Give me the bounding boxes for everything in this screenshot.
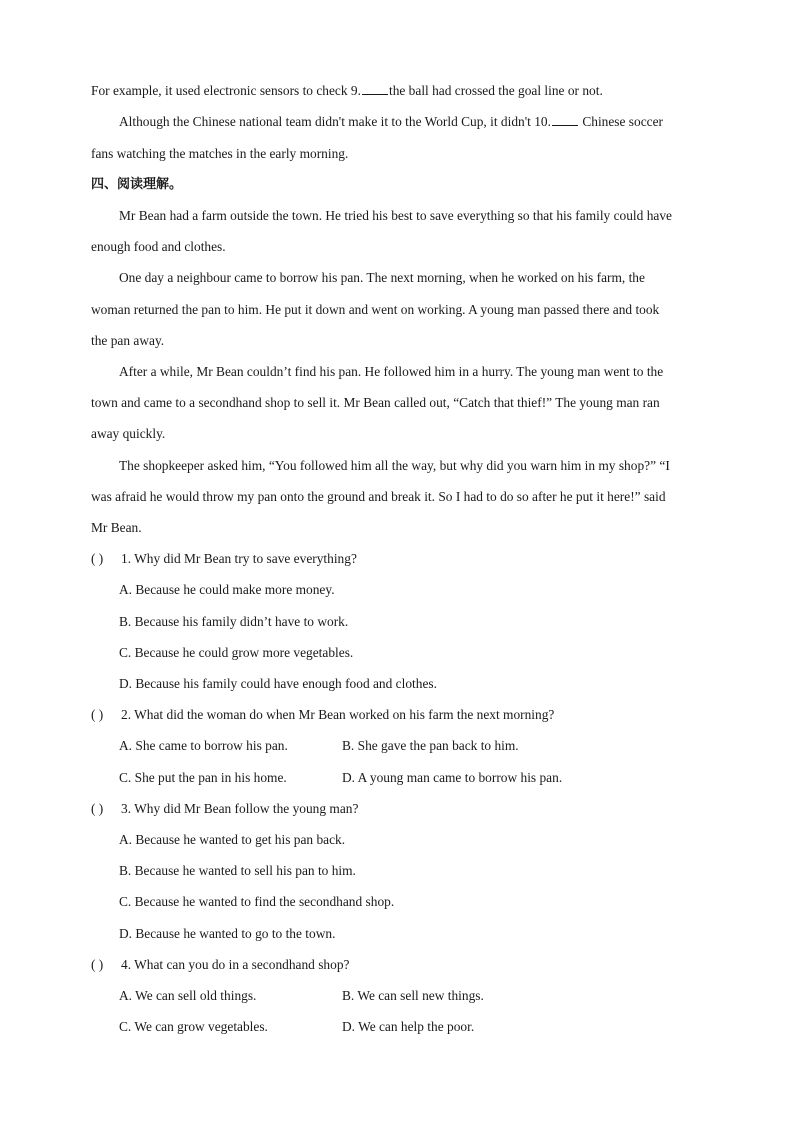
passage-line: away quickly.	[91, 426, 166, 441]
option-b: B. We can sell new things.	[342, 988, 484, 1003]
section-heading: 四、阅读理解。	[91, 177, 183, 192]
option-d: D. A young man came to borrow his pan.	[342, 770, 563, 785]
question-2	[91, 706, 554, 724]
passage-line: town and came to a secondhand shop to sell it. Mr Bean called out, “Catch that thief!” The young man ran	[91, 395, 660, 410]
cloze-text: Chinese soccer	[582, 114, 663, 129]
cloze-text: Although the Chinese national team didn't make it to the World Cup, it didn't 10.	[119, 114, 551, 129]
option-a: A. We can sell old things.	[119, 988, 257, 1003]
passage-line: enough food and clothes.	[91, 239, 226, 254]
passage-line: woman returned the pan to him. He put it down and went on working. A young man passed there and took	[91, 302, 660, 317]
question-1	[91, 550, 357, 568]
option-c: C. Because he wanted to find the secondhand shop.	[119, 894, 395, 909]
answer-parenthesis[interactable]: ( )	[91, 551, 104, 566]
cloze-text: fans watching the matches in the early morning.	[91, 146, 349, 161]
answer-blank-9[interactable]	[362, 82, 388, 95]
passage-line: The shopkeeper asked him, “You followed him all the way, but why did you warn him in my shop?” “I	[119, 458, 670, 473]
cloze-text: the ball had crossed the goal line or not.	[388, 83, 603, 98]
question-stem: 1. Why did Mr Bean try to save everything?	[121, 551, 357, 566]
option-c: C. She put the pan in his home.	[119, 770, 287, 785]
question-stem: 2. What did the woman do when Mr Bean worked on his farm the next morning?	[121, 707, 555, 722]
passage-line: One day a neighbour came to borrow his pan. The next morning, when he worked on his farm, the	[119, 270, 645, 285]
option-c: C. We can grow vegetables.	[119, 1019, 268, 1034]
option-d: D. Because he wanted to go to the town.	[119, 926, 336, 941]
cloze-line-10	[119, 113, 663, 131]
answer-parenthesis[interactable]: ( )	[91, 957, 104, 972]
option-a: A. She came to borrow his pan.	[119, 738, 288, 753]
option-a: A. Because he could make more money.	[119, 582, 335, 597]
passage-line: Mr Bean had a farm outside the town. He tried his best to save everything so that his family could have	[119, 208, 672, 223]
cloze-line-9	[91, 82, 603, 100]
passage-line: the pan away.	[91, 333, 165, 348]
passage-line: After a while, Mr Bean couldn’t find his pan. He followed him in a hurry. The young man went to the	[119, 364, 664, 379]
question-stem: 3. Why did Mr Bean follow the young man?	[121, 801, 359, 816]
passage-line: Mr Bean.	[91, 520, 142, 535]
option-b: B. She gave the pan back to him.	[342, 738, 519, 753]
question-4	[91, 956, 349, 974]
question-stem: 4. What can you do in a secondhand shop?	[121, 957, 350, 972]
question-3	[91, 800, 358, 818]
cloze-text: For example, it used electronic sensors to check 9.	[91, 83, 361, 98]
option-c: C. Because he could grow more vegetables.	[119, 645, 354, 660]
option-b: B. Because his family didn’t have to work.	[119, 614, 349, 629]
passage-line: was afraid he would throw my pan onto the ground and break it. So I had to do so after he put it here!” said	[91, 489, 666, 504]
option-b: B. Because he wanted to sell his pan to him.	[119, 863, 356, 878]
answer-blank-10[interactable]	[552, 113, 578, 126]
answer-parenthesis[interactable]: ( )	[91, 801, 104, 816]
option-a: A. Because he wanted to get his pan back.	[119, 832, 346, 847]
option-d: D. We can help the poor.	[342, 1019, 475, 1034]
answer-parenthesis[interactable]: ( )	[91, 707, 104, 722]
option-d: D. Because his family could have enough food and clothes.	[119, 676, 437, 691]
